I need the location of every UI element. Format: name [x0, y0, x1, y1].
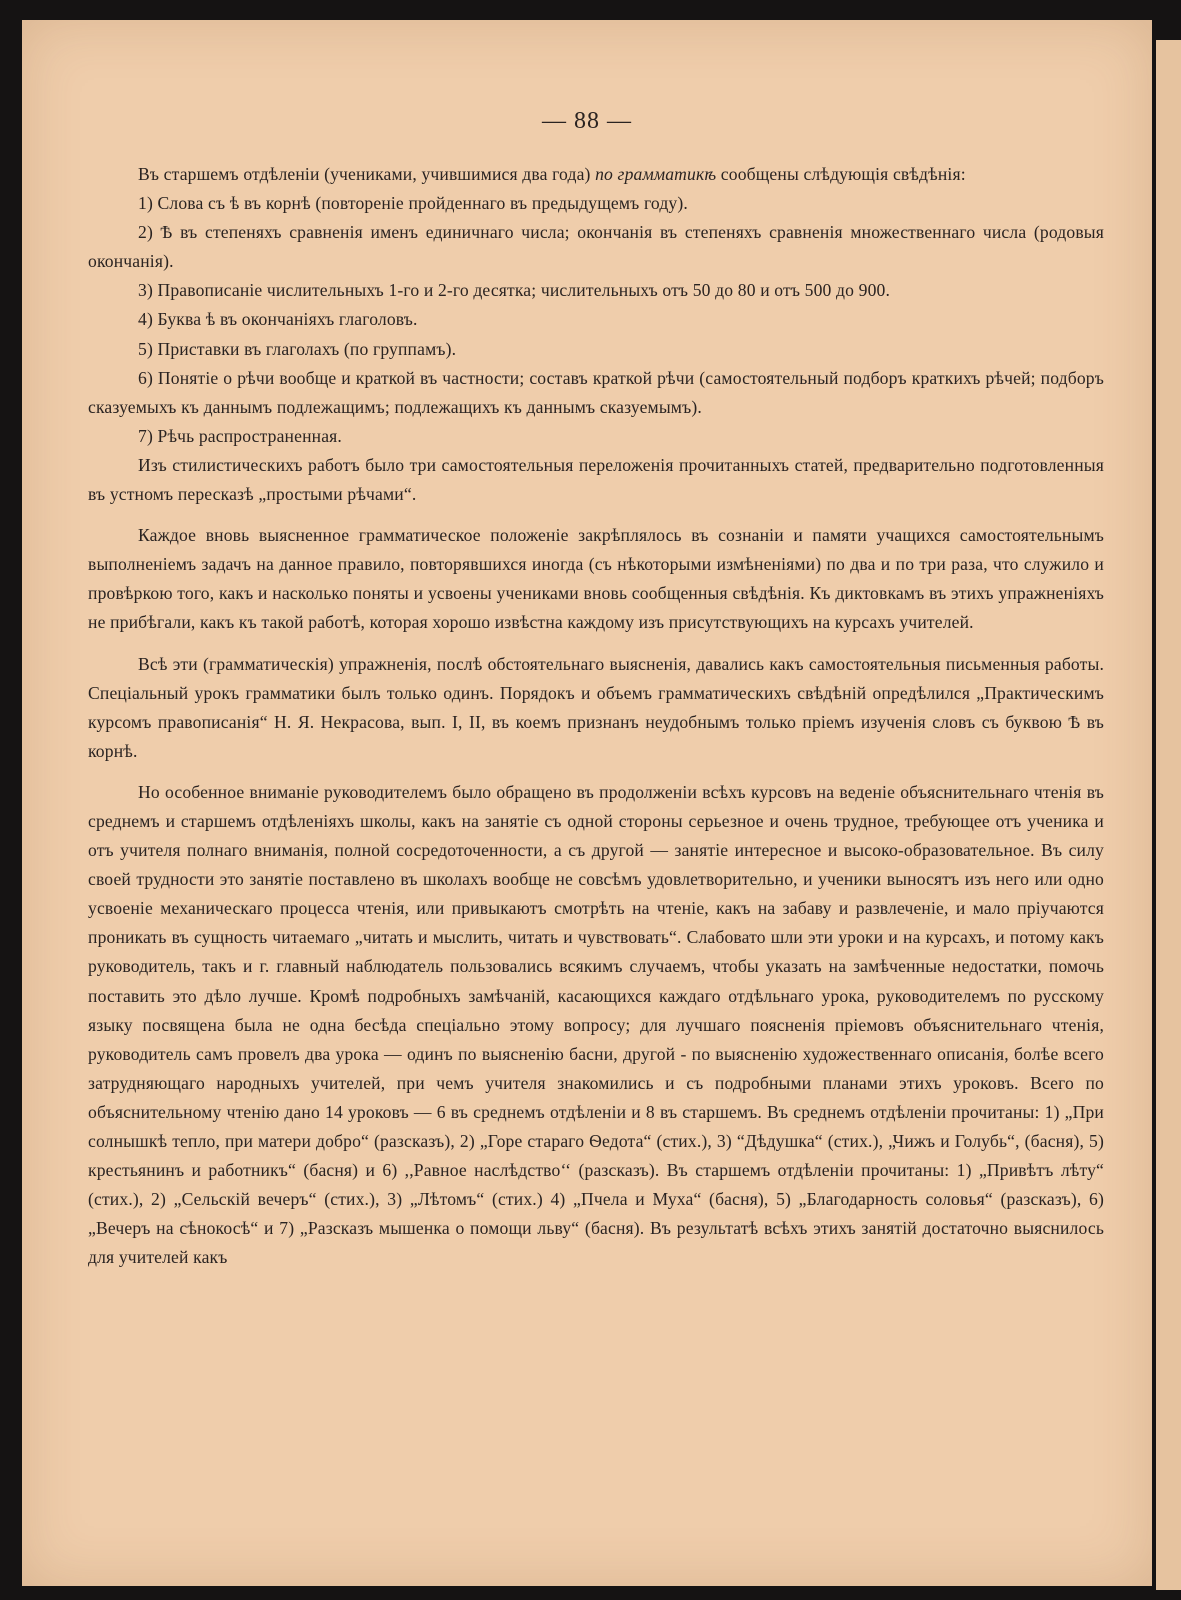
list-item-7: 7) Рѣчь распространенная.: [138, 425, 342, 446]
list-item-4: 4) Буква ѣ въ окончаніяхъ глаголовъ.: [138, 309, 418, 330]
next-page-edge: [1156, 40, 1181, 1590]
emphasis-grammar: по грамматикѣ: [595, 164, 717, 184]
paragraph-exercises: Всѣ эти (грамматическія) упражненія, послѣ обстоятельнаго выясненія, давались какъ самостоятельныя письменныя работы. Спеціальный урокъ грамматики былъ только одинъ. Порядокъ и объемъ грамматическихъ свѣдѣній опредѣлился „Практическимъ курсомъ правописанія“ Н. Я. Некрасова, вып. I, II, въ коемъ признанъ неудобнымъ только пріемъ изученія словъ съ буквою Ѣ въ корнѣ.: [88, 653, 1104, 761]
paragraph-intro-start: Въ старшемъ отдѣленіи (учениками, учившимися два года): [138, 164, 596, 184]
paragraph-explanatory-reading: Но особенное вниманіе руководителемъ было обращено въ продолженіи всѣхъ курсовъ на веденіе объяснительнаго чтенія въ среднемъ и старшемъ отдѣленіяхъ школы, какъ на занятіе съ одной стороны серьезное и очень трудное, требующее отъ ученика и отъ учителя полнаго вниманія, полной сосредоточенности, а съ другой — занятіе интересное и высоко-образовательное. Въ силу своей трудности это занятіе поставлено въ школахъ вообще не совсѣмъ удовлетворительно, и ученики выносятъ изъ него или одно усвоеніе механическаго процесса чтенія, или привыкаютъ смотрѣть на чтеніе, какъ на забаву и развлеченіе, и мало пріучаются проникать въ сущность читаемаго „читать и мыслить, читать и чувствовать“. Слабовато шли эти уроки и на курсахъ, и потому какъ руководитель, такъ и г. главный наблюдатель пользовались всякимъ случаемъ, чтобы указать на замѣченные недостатки, помочь поставить это дѣло лучше. Кромѣ подробныхъ замѣчаній, касающихся каждаго отдѣльнаго урока, руководителемъ по русскому языку посвящена была не одна бесѣда спеціально этому вопросу; для лучшаго поясненія пріемовъ объяснительнаго чтенія, руководитель самъ провелъ два урока — одинъ по выясненію басни, другой - по выясненію художественнаго описанія, болѣе всего затрудняющаго народныхъ учителей, при чемъ учителя знакомились и съ подробными планами этихъ уроковъ. Всего по объяснительному чтенію дано 14 уроковъ — 6 въ среднемъ отдѣленіи и 8 въ старшемъ. Въ среднемъ отдѣленіи прочитаны: 1) „При солнышкѣ тепло, при матери добро“ (разсказъ), 2) „Горе стараго Ѳедота“ (стих.), 3) “Дѣдушка“ (стих.), „Чижъ и Голубь“, (басня), 5) крестьянинъ и работникъ“ (басня) и 6) ,,Равное наслѣдство‘‘ (разсказъ). Въ старшемъ отдѣленіи прочитаны: 1) „Привѣтъ лѣту“ (стих.), 2) „Сельскій вечеръ“ (стих.), 3) „Лѣтомъ“ (стих.) 4) „Пчела и Муха“ (басня), 5) „Благодарность соловья“ (разсказъ), 6) „Вечеръ на сѣнокосѣ“ и 7) „Разсказъ мышенка о помощи льву“ (басня). Въ результатѣ всѣхъ этихъ занятій достаточно выяснилось для учителей какъ: [88, 781, 1104, 1268]
list-item-5: 5) Приставки въ глаголахъ (по группамъ).: [138, 338, 457, 359]
list-item-3: 3) Правописаніе числительныхъ 1-го и 2-го десятка; числительныхъ отъ 50 до 80 и отъ 500 до 900.: [138, 280, 891, 301]
page-body: [88, 160, 1104, 1272]
list-item-6: 6) Понятіе о рѣчи вообще и краткой въ частности; составъ краткой рѣчи (самостоятельный подборъ краткихъ рѣчей; подборъ сказуемыхъ къ даннымъ подлежащимъ; подлежащихъ къ даннымъ сказуемымъ).: [88, 367, 1104, 417]
list-item-2: 2) Ѣ въ степеняхъ сравненія именъ единичнаго числа; окончанія въ степеняхъ сравненія множественнаго числа (родовыя окончанія).: [88, 222, 1104, 272]
paragraph-consolidation: Каждое вновь выясненное грамматическое положеніе закрѣплялось въ сознаніи и памяти учащихся самостоятельнымъ выполненіемъ задачъ на данное правило, повторявшихся иногда (съ нѣкоторыми измѣненіями) по два и по три раза, что служило и провѣркою того, какъ и насколько поняты и усвоены учениками вновь сообщенныя свѣдѣнія. Къ диктовкамъ въ этихъ упражненіяхъ не прибѣгали, какъ къ такой работѣ, которая хорошо извѣстна каждому изъ присутствующихъ на курсахъ учителей.: [88, 525, 1104, 633]
paragraph-stylistic-works: Изъ стилистическихъ работъ было три самостоятельныя переложенія прочитанныхъ статей, предварительно подготовленныя въ устномъ пересказѣ „простыми рѣчами“.: [88, 454, 1104, 505]
paragraph-intro-end: сообщены слѣдующія свѣдѣнія:: [716, 164, 966, 184]
list-item-1: 1) Слова съ ѣ въ корнѣ (повтореніе пройденнаго въ предыдущемъ году).: [138, 193, 688, 214]
paragraph-intro: [88, 160, 1104, 189]
book-page: [22, 20, 1152, 1586]
page-number: — 88 —: [542, 108, 632, 134]
